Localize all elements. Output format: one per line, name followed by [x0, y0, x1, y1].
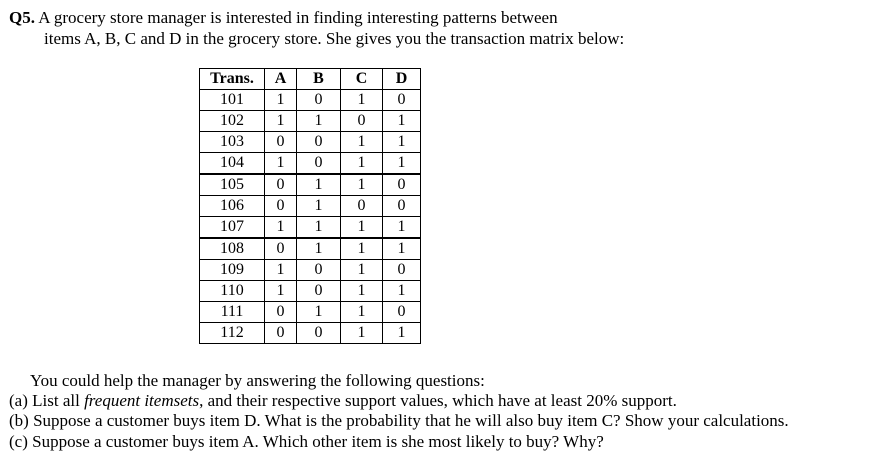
question-a-prefix: (a) List all — [9, 391, 85, 410]
item-value-cell: 1 — [297, 111, 341, 132]
transaction-id-cell: 112 — [200, 323, 265, 344]
table-row — [200, 323, 421, 344]
item-value-cell: 0 — [297, 323, 341, 344]
item-value-cell: 1 — [383, 217, 421, 239]
item-value-cell: 0 — [383, 302, 421, 323]
item-value-cell: 1 — [383, 132, 421, 153]
table-body — [200, 90, 421, 344]
item-value-cell: 1 — [297, 238, 341, 260]
question-b: (b) Suppose a customer buys item D. What is the probability that he will also buy item C? Show your calculations. — [9, 411, 789, 430]
table-row — [200, 90, 421, 111]
item-value-cell: 1 — [297, 217, 341, 239]
item-value-cell: 0 — [297, 153, 341, 175]
transaction-id-cell: 111 — [200, 302, 265, 323]
item-value-cell: 1 — [341, 174, 383, 196]
instructions-intro: You could help the manager by answering the following questions: — [30, 371, 485, 390]
table-row — [200, 132, 421, 153]
item-value-cell: 1 — [383, 111, 421, 132]
item-value-cell: 1 — [341, 281, 383, 302]
item-value-cell: 0 — [265, 302, 297, 323]
item-value-cell: 1 — [341, 323, 383, 344]
item-value-cell: 1 — [341, 153, 383, 175]
header-d: D — [383, 69, 421, 90]
item-value-cell: 1 — [265, 260, 297, 281]
header-b: B — [297, 69, 341, 90]
item-value-cell: 1 — [265, 153, 297, 175]
item-value-cell: 1 — [265, 111, 297, 132]
header-trans: Trans. — [200, 69, 265, 90]
item-value-cell: 1 — [341, 302, 383, 323]
question-a — [9, 391, 677, 411]
item-value-cell: 1 — [297, 174, 341, 196]
item-value-cell: 1 — [383, 323, 421, 344]
transaction-id-cell: 103 — [200, 132, 265, 153]
header-a: A — [265, 69, 297, 90]
item-value-cell: 0 — [265, 174, 297, 196]
item-value-cell: 1 — [341, 90, 383, 111]
transaction-id-cell: 101 — [200, 90, 265, 111]
transaction-id-cell: 110 — [200, 281, 265, 302]
table-row — [200, 281, 421, 302]
transaction-id-cell: 107 — [200, 217, 265, 239]
item-value-cell: 1 — [297, 302, 341, 323]
item-value-cell: 1 — [265, 281, 297, 302]
question-c: (c) Suppose a customer buys item A. Which other item is she most likely to buy? Why? — [9, 432, 604, 451]
item-value-cell: 1 — [341, 238, 383, 260]
question-a-suffix: , and their respective support values, which have at least 20% support. — [199, 391, 677, 410]
transaction-matrix — [199, 68, 421, 344]
item-value-cell: 1 — [383, 238, 421, 260]
item-value-cell: 1 — [341, 260, 383, 281]
transaction-id-cell: 108 — [200, 238, 265, 260]
table-row — [200, 153, 421, 175]
item-value-cell: 1 — [265, 217, 297, 239]
question-a-italic: frequent itemsets — [84, 391, 200, 410]
question-line-2: items A, B, C and D in the grocery store. She gives you the transaction matrix below: — [44, 29, 625, 48]
item-value-cell: 1 — [297, 196, 341, 217]
question-line-1 — [9, 8, 558, 28]
item-value-cell: 0 — [341, 111, 383, 132]
item-value-cell: 0 — [297, 260, 341, 281]
table-row — [200, 111, 421, 132]
transaction-id-cell: 102 — [200, 111, 265, 132]
item-value-cell: 0 — [383, 174, 421, 196]
table-header-row — [200, 69, 421, 90]
item-value-cell: 0 — [265, 196, 297, 217]
item-value-cell: 1 — [383, 281, 421, 302]
table-row — [200, 174, 421, 196]
item-value-cell: 0 — [297, 281, 341, 302]
transaction-id-cell: 104 — [200, 153, 265, 175]
table-row — [200, 217, 421, 239]
transaction-id-cell: 106 — [200, 196, 265, 217]
table-row — [200, 238, 421, 260]
table-row — [200, 196, 421, 217]
item-value-cell: 0 — [265, 132, 297, 153]
item-value-cell: 1 — [341, 217, 383, 239]
item-value-cell: 1 — [265, 90, 297, 111]
question-number: Q5. — [9, 8, 35, 27]
item-value-cell: 0 — [265, 238, 297, 260]
item-value-cell: 0 — [265, 323, 297, 344]
item-value-cell: 0 — [383, 90, 421, 111]
header-c: C — [341, 69, 383, 90]
item-value-cell: 1 — [383, 153, 421, 175]
transaction-id-cell: 105 — [200, 174, 265, 196]
item-value-cell: 1 — [341, 132, 383, 153]
item-value-cell: 0 — [297, 90, 341, 111]
item-value-cell: 0 — [341, 196, 383, 217]
item-value-cell: 0 — [383, 260, 421, 281]
transaction-id-cell: 109 — [200, 260, 265, 281]
item-value-cell: 0 — [383, 196, 421, 217]
table-row — [200, 260, 421, 281]
item-value-cell: 0 — [297, 132, 341, 153]
table-row — [200, 302, 421, 323]
question-text-1: A grocery store manager is interested in finding interesting patterns between — [34, 8, 558, 27]
